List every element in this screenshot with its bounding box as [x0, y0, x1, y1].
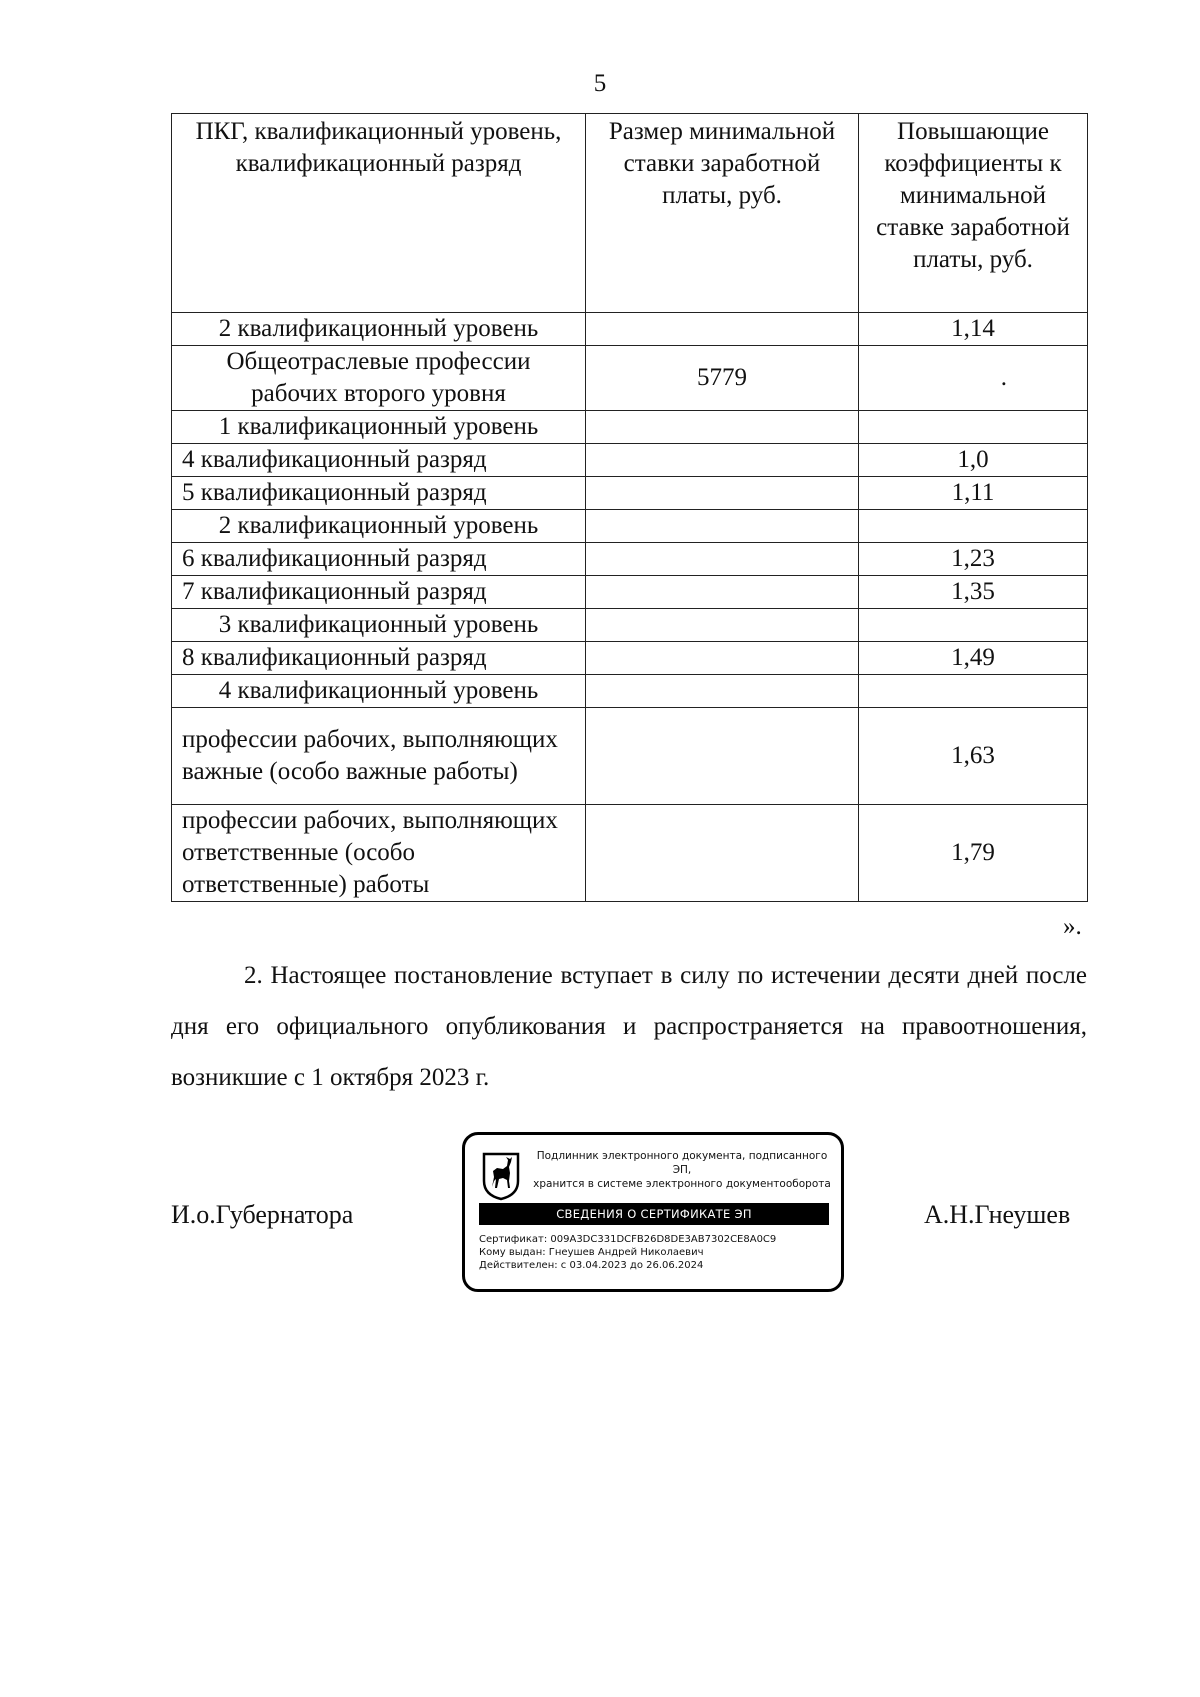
row-min-rate: [586, 708, 859, 805]
table-row: [172, 675, 1088, 708]
row-category: Общеотраслевые профессии рабочих второго уровня: [172, 346, 586, 411]
row-min-rate: [586, 805, 859, 902]
row-coefficient: [859, 609, 1088, 642]
row-category: 1 квалификационный уровень: [172, 411, 586, 444]
row-coefficient: .: [859, 346, 1088, 411]
e-signature-stamp: [462, 1132, 844, 1292]
row-coefficient: 1,63: [859, 708, 1088, 805]
table-row: [172, 346, 1088, 411]
row-coefficient: 1,14: [859, 313, 1088, 346]
issued-to-line: Кому выдан: Гнеушев Андрей Николаевич: [479, 1247, 704, 1258]
row-min-rate: [586, 510, 859, 543]
row-min-rate: [586, 576, 859, 609]
row-category: 2 квалификационный уровень: [172, 510, 586, 543]
wage-table: [171, 113, 1088, 902]
row-category: 8 квалификационный разряд: [172, 642, 586, 675]
stamp-header-line: хранится в системе электронного документооборота: [533, 1178, 831, 1190]
row-category: профессии рабочих, выполняющих ответственные (особо ответственные) работы: [172, 805, 586, 902]
row-min-rate: [586, 313, 859, 346]
row-coefficient: 1,35: [859, 576, 1088, 609]
table-row: [172, 444, 1088, 477]
stamp-title-bar: СВЕДЕНИЯ О СЕРТИФИКАТЕ ЭП: [479, 1203, 829, 1225]
table-row: [172, 313, 1088, 346]
row-category: 6 квалификационный разряд: [172, 543, 586, 576]
row-min-rate: [586, 543, 859, 576]
table-row: [172, 708, 1088, 805]
row-coefficient: 1,79: [859, 805, 1088, 902]
table-header-row: [172, 114, 1088, 313]
row-category: профессии рабочих, выполняющих важные (особо важные работы): [172, 708, 586, 805]
effective-date-paragraph: 2. Настоящее постановление вступает в силу по истечении десяти дней после дня его официального опубликования и распространяется на правоотношения, возникшие с 1 октября 2023 г.: [171, 962, 1087, 1091]
signatory-name: А.Н.Гнеушев: [924, 1200, 1071, 1229]
row-min-rate: [586, 411, 859, 444]
row-coefficient: [859, 411, 1088, 444]
table-row: [172, 510, 1088, 543]
row-coefficient: 1,11: [859, 477, 1088, 510]
row-min-rate: [586, 642, 859, 675]
stamp-details: [479, 1233, 835, 1272]
table-row: [172, 543, 1088, 576]
table-row: [172, 805, 1088, 902]
header-category: ПКГ, квалификационный уровень, квалификационный разряд: [172, 114, 586, 313]
header-coefficient: Повышающие коэффициенты к минимальной ставке заработной платы, руб.: [859, 114, 1088, 313]
row-coefficient: [859, 510, 1088, 543]
closing-quote: ».: [1063, 913, 1082, 940]
stamp-header: [527, 1149, 837, 1191]
table-row: [172, 609, 1088, 642]
row-coefficient: [859, 675, 1088, 708]
row-min-rate: [586, 477, 859, 510]
validity-line: Действителен: с 03.04.2023 до 26.06.2024: [479, 1260, 704, 1271]
row-category: 4 квалификационный разряд: [172, 444, 586, 477]
table-row: [172, 576, 1088, 609]
table-row: [172, 642, 1088, 675]
signatory-position: И.о.Губернатора: [171, 1200, 354, 1229]
coat-of-arms-icon: [481, 1151, 521, 1201]
table-row: [172, 411, 1088, 444]
row-coefficient: 1,49: [859, 642, 1088, 675]
row-category: 2 квалификационный уровень: [172, 313, 586, 346]
row-min-rate: [586, 609, 859, 642]
row-category: 3 квалификационный уровень: [172, 609, 586, 642]
header-min-rate: Размер минимальной ставки заработной платы, руб.: [586, 114, 859, 313]
page-number: 5: [593, 70, 607, 97]
row-min-rate: [586, 675, 859, 708]
row-min-rate: 5779: [586, 346, 859, 411]
row-category: 4 квалификационный уровень: [172, 675, 586, 708]
certificate-line: Сертификат: 009A3DC331DCFB26D8DE3AB7302CE8A0C9: [479, 1234, 777, 1245]
row-category: 7 квалификационный разряд: [172, 576, 586, 609]
row-category: 5 квалификационный разряд: [172, 477, 586, 510]
row-coefficient: 1,23: [859, 543, 1088, 576]
table-row: [172, 477, 1088, 510]
stamp-header-line: Подлинник электронного документа, подписанного ЭП,: [536, 1150, 828, 1176]
row-coefficient: 1,0: [859, 444, 1088, 477]
row-min-rate: [586, 444, 859, 477]
